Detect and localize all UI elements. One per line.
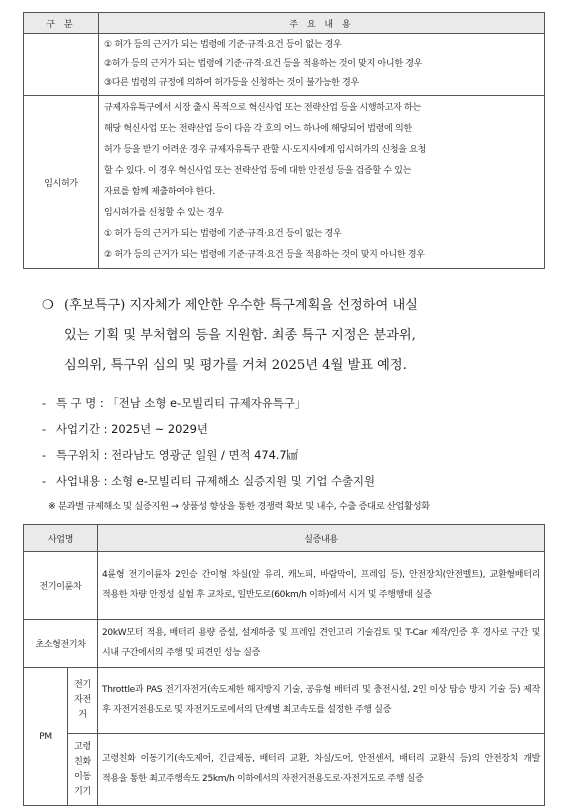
paragraph-line: 자료를 함께 제출하여야 한다. [104,187,215,197]
paragraph-line: 할 수 있다. 이 경우 혁신사업 또는 전략산업 등에 대한 안전성 등을 검증할 수 있는 [104,166,412,176]
dash-bullet: - [42,396,47,410]
note: ※ 분과별 규제해소 및 실증지원 → 상품성 향상을 통한 경쟁력 확보 및 내수, 수출 증대로 산업활성화 [48,501,430,512]
paragraph-line: 임시허가를 신청할 수 있는 경우 [104,208,224,218]
table-row [24,96,545,269]
demonstration-table-header [24,525,545,552]
list-item: ① 허가 등의 근거가 되는 법령에 기준·규격·요건 등이 없는 경우 [104,40,342,50]
table-row [24,620,545,668]
project-name-pm: PM [24,668,68,806]
summary-paragraph [42,291,550,381]
list-item [42,442,552,468]
row-content [99,96,545,269]
table-row [24,34,545,96]
permit-table [23,12,545,269]
demonstration-table [23,524,545,806]
table-row [24,668,545,734]
list-item [42,390,552,416]
circle-bullet-icon: ❍ [42,298,54,313]
list-item: ③다른 법령의 규정에 의하여 허가등을 신청하는 것이 불가능한 경우 [104,78,359,88]
project-description: 고령친화 이동기기(속도제어, 긴급제동, 배터리 교환, 차실/도어, 안전센서, 배터리 교환식 등)의 안전장치 개발 적용을 통한 최고주행속도 25km/h 이하에서의 자전거전용도로·자전거도로 주행 실증 [98,734,545,806]
project-description: 20kW모터 적용, 배터리 용량 증설, 설계하중 및 프레임 견인고리 기술검토 및 T-Car 제작/인증 후 경사로 구간 및 시내 구간에서의 주행 및 피견인 성능 실증 [98,620,545,668]
list-item [42,416,552,442]
list-item: ②허가 등의 근거가 되는 법령에 기준·규격·요건 등을 적용하는 것이 맞지 아니한 경우 [104,59,423,69]
detail-project-content: 사업내용 : 소형 e-모빌리티 규제해소 실증지원 및 기업 수출지원 [56,474,376,488]
header-category: 구 분 [24,13,99,34]
summary-line: (후보특구) 지자체가 제안한 우수한 특구계획을 선정하여 내실 [64,298,418,313]
header-content: 주 요 내 용 [99,13,545,34]
row-category [24,34,99,96]
dash-bullet: - [42,422,47,436]
project-description: 4륜형 전기이륜차 2인승 간이형 차실(앞 유리, 캐노피, 바람막이, 프레임 등), 안전장치(안전벨트), 교환형배터리 적용한 차량 안정성 실험 후 교차로, 일반도로(60km/h 이하)에서 시거 및 주행행태 실증 [98,552,545,620]
detail-project-period: 사업기간 : 2025년 ~ 2029년 [56,422,208,436]
sub-project-name: 고령 친화 이동 기기 [68,734,98,806]
list-item: ① 허가 등의 근거가 되는 법령에 기준·규격·요건 등이 없는 경우 [104,229,342,239]
dash-bullet: - [42,448,47,462]
project-name: 전기이륜차 [24,552,98,620]
permit-table-header [24,13,545,34]
paragraph-line: 규제자유특구에서 시장 출시 목적으로 혁신사업 또는 전략산업 등을 시행하고자 하는 [104,103,421,113]
detail-location: 특구위치 : 전라남도 영광군 일원 / 면적 474.7㎢ [56,448,299,462]
detail-special-zone-name: 특 구 명 : 「전남 소형 e-모빌리티 규제자유특구」 [56,396,307,410]
row-content [99,34,545,96]
row-category-temporary-permit: 임시허가 [24,96,99,269]
details-list [42,390,552,494]
header-demonstration-content: 실증내용 [98,525,545,552]
list-item [42,468,552,494]
sub-project-name: 전기 자전 거 [68,668,98,734]
list-item: ② 허가 등의 근거가 되는 법령에 기준·규격·요건 등을 적용하는 것이 맞지 아니한 경우 [104,250,425,260]
table-row [24,552,545,620]
paragraph-line: 허가 등을 받기 어려운 경우 규제자유특구 관할 시·도지사에게 임시허가의 신청을 요청 [104,145,426,155]
summary-line: 있는 기획 및 부처협의 등을 지원함. 최종 특구 지정은 분과위, [64,328,416,343]
header-project-name: 사업명 [24,525,98,552]
dash-bullet: - [42,474,47,488]
project-description: Throttle과 PAS 전기자전거(속도제한 해지방지 기술, 공유형 배터리 및 충전시설, 2인 이상 탑승 방지 기술 등) 제작 후 자전거전용도로 및 자전거도로에서의 단계별 최고속도를 설정한 주행 실증 [98,668,545,734]
paragraph-line: 해당 혁신사업 또는 전략산업 등이 다음 각 호의 어느 하나에 해당되어 법령에 의한 [104,124,412,134]
summary-line: 심의위, 특구위 심의 및 평가를 거쳐 2025년 4월 발표 예정. [64,358,407,373]
table-row [24,734,545,806]
project-name: 초소형전기차 [24,620,98,668]
